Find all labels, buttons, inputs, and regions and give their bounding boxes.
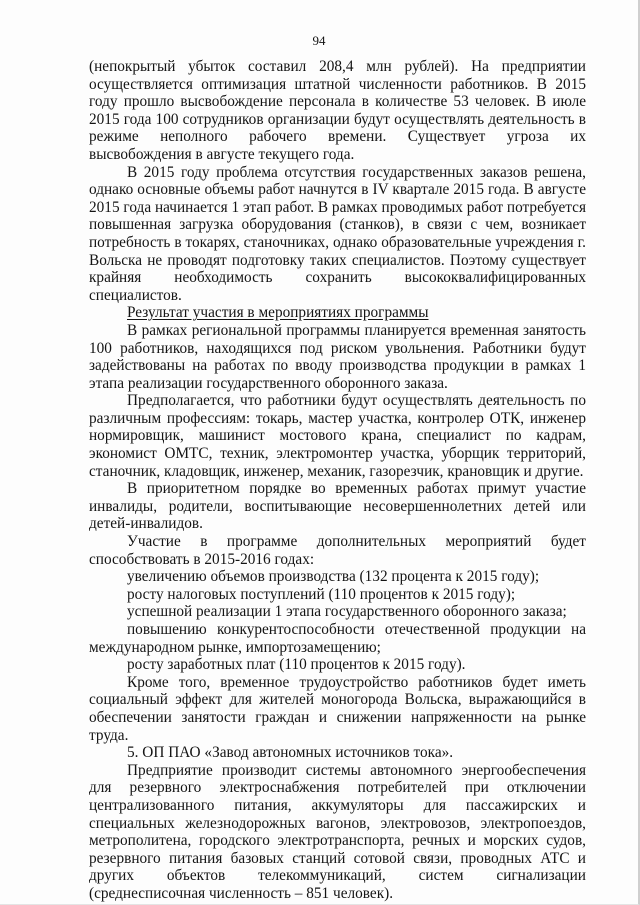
list-item-wages: росту заработных плат (110 процентов к 2015 году). [127, 656, 466, 674]
section-heading-results [89, 304, 586, 322]
list-item-production: увеличению объемов производства (132 процента к 2015 году); [127, 568, 540, 586]
paragraph-social-effect: Кроме того, временное трудоустройство работников будет иметь социальный эффект для жителей моногорода Вольска, выражающийся в обеспечении занятости граждан и снижении напряженности на рынке труда. [89, 673, 586, 744]
paragraph-state-orders: В 2015 году проблема отсутствия государственных заказов решена, однако основные объемы работ начнутся в IV квартале 2015 года. В августе 2015 года начинается 1 этап работ. В рамках проводимых работ потребуется повышенная загрузка оборудования (станков), в связи с чем, возникает потребность в токарях, станочниках, однако образовательные учреждения г. Вольска не проводят подготовку таких специалистов. Поэтому существует крайняя необходимость сохранить высококвалифицированных специалистов. [89, 163, 586, 304]
paragraph-participation: Участие в программе дополнительных мероприятий будет способствовать в 2015-2016 годах: [89, 533, 586, 568]
paragraph-continuation: (непокрытый убыток составил 208,4 млн рублей). На предприятии осуществляется оптимизация штатной численности работников. В 2015 году прошло высвобождение персонала в количестве 53 человек. В июле 2015 года 100 сотрудников организации будут осуществлять деятельность в режиме неполного рабочего времени. Существует угроза их высвобождения в августе текущего года. [89, 58, 586, 163]
paragraph-enterprise-description: Предприятие производит системы автономного энергообеспечения для резервного электроснабжения потребителей при отключении централизованного питания, аккумуляторы для пассажирских и специальных железнодорожных вагонов, электровозов, электропоездов, метрополитена, городского электротранспорта, речных и морских судов, резервного питания базовых станций сотовой связи, проводных АТС и других объектов телекоммуникаций, систем сигнализации (среднесписочная численность – 851 человек). [89, 761, 586, 902]
list-item-defense-order: успешной реализации 1 этапа государственного оборонного заказа; [127, 603, 567, 621]
section-heading-enterprise: 5. ОП ПАО «Завод автономных источников тока». [127, 744, 454, 762]
section-heading-text: Результат участия в мероприятиях программы [127, 304, 429, 322]
list-item-taxes: росту налоговых поступлений (110 процентов к 2015 году); [127, 585, 516, 603]
paragraph-professions: Предполагается, что работники будут осуществлять деятельность по различным профессиям: токарь, мастер участка, контролер ОТК, инженер нормировщик, машинист мостового крана, специалист по кадрам, экономист ОМТС, техник, электромонтер участка, уборщик территорий, станочник, кладовщик, инженер, механик, газорезчик, крановщик и другие. [89, 392, 586, 480]
list-item-competitiveness: повышению конкурентоспособности отечественной продукции на международном рынке, импортозамещению; [89, 621, 586, 656]
page-number: 94 [312, 33, 326, 48]
document-body [89, 58, 586, 903]
paragraph-temporary-employment: В рамках региональной программы планируется временная занятость 100 работников, находящихся под риском увольнения. Работники будут задействованы на работах по вводу производства продукции в рамках 1 этапа реализации государственного оборонного заказа. [89, 321, 586, 392]
paragraph-priority: В приоритетном порядке во временных работах примут участие инвалиды, родители, воспитывающие несовершеннолетних детей или детей-инвалидов. [89, 480, 586, 533]
